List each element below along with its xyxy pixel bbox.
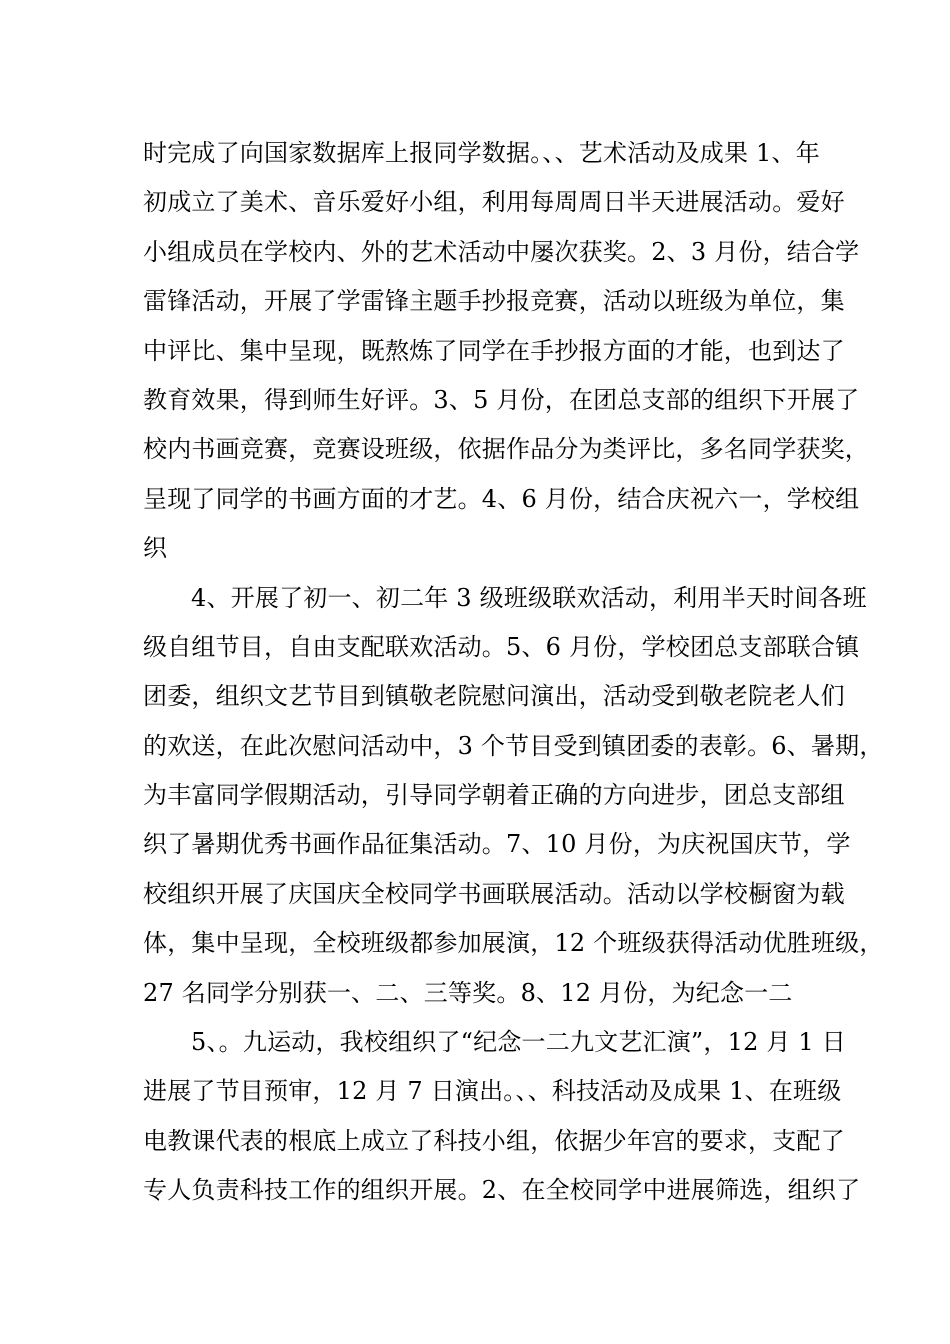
text-line: 级自组节目，自由支配联欢活动。5、6 月份，学校团总支部联合镇 [143,632,860,661]
text-line: 体，集中呈现，全校班级都参加展演，12 个班级获得活动优胜班级， [143,929,884,958]
text-line: 5、。九运动，我校组织了“纪念一二九文艺汇演”，12 月 1 日 [191,1028,846,1057]
text-line: 呈现了同学的书画方面的才艺。4、6 月份，结合庆祝六一，学校组 [143,484,860,513]
text-line: 小组成员在学校内、外的艺术活动中屡次获奖。2、3 月份，结合学 [143,237,860,266]
text-line: 初成立了美术、音乐爱好小组，利用每周周日半天进展活动。爱好 [143,188,845,217]
text-line: 专人负责科技工作的组织开展。2、在全校同学中进展筛选，组织了 [143,1176,861,1205]
text-line: 校组织开展了庆国庆全校同学书画联展活动。活动以学校橱窗为载 [143,879,845,908]
text-line: 织 [143,534,168,563]
text-line: 27 名同学分别获一、二、三等奖。8、12 月份，为纪念一二 [143,978,793,1007]
text-line: 雷锋活动，开展了学雷锋主题手抄报竞赛，活动以班级为单位，集 [143,287,845,316]
text-line: 团委，组织文艺节目到镇敬老院慰问演出，活动受到敬老院老人们 [143,682,845,711]
body-text [143,129,884,1216]
text-line: 教育效果，得到师生好评。3、5 月份，在团总支部的组织下开展了 [143,385,860,414]
text-line: 电教课代表的根底上成立了科技小组，依据少年宫的要求，支配了 [143,1126,845,1155]
text-line: 中评比、集中呈现，既熬炼了同学在手抄报方面的才能，也到达了 [143,336,845,365]
text-line: 织了暑期优秀书画作品征集活动。7、10 月份，为庆祝国庆节，学 [143,830,851,859]
text-line: 为丰富同学假期活动，引导同学朝着正确的方向进步，团总支部组 [143,781,845,810]
text-line: 的欢送，在此次慰问活动中，3 个节目受到镇团委的表彰。6、暑期， [143,731,884,760]
text-line: 4、开展了初一、初二年 3 级班级联欢活动，利用半天时间各班 [191,583,867,612]
text-line: 进展了节目预审，12 月 7 日演出。、、科技活动及成果 1、在班级 [143,1077,842,1106]
text-line: 时完成了向国家数据库上报同学数据。、、艺术活动及成果 1、年 [143,139,820,167]
text-line: 校内书画竞赛，竞赛设班级，依据作品分为类评比，多名同学获奖， [143,435,869,464]
